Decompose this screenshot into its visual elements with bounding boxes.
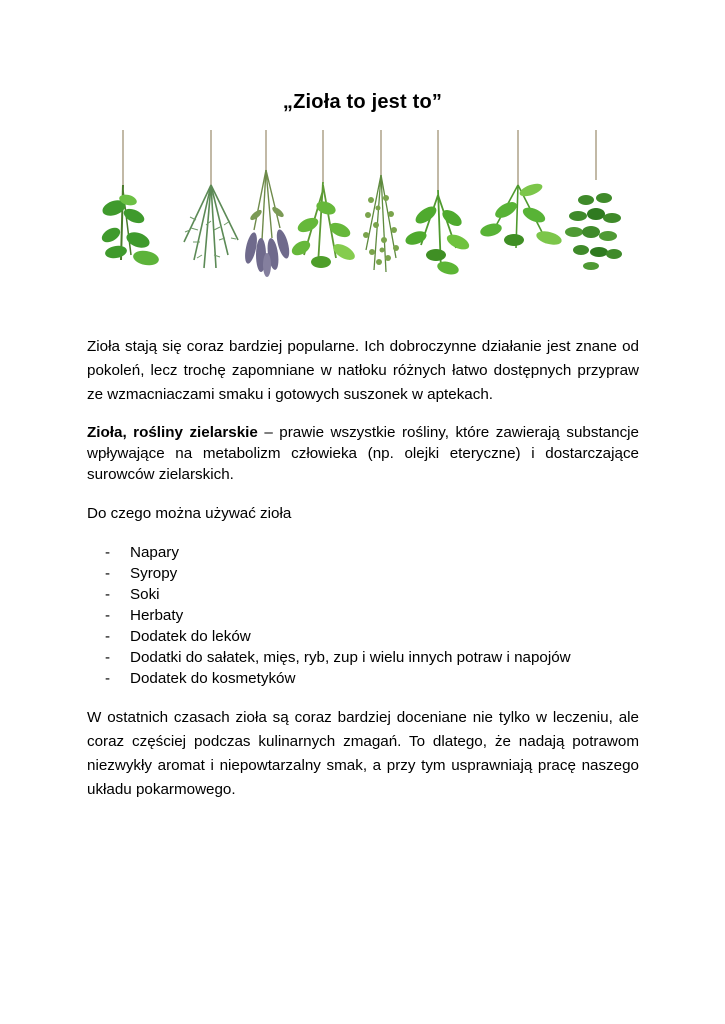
intro-paragraph: Zioła stają się coraz bardziej popularne. Ich dobroczynne działanie jest znane od pokoleń, lecz trochę zapomniane w natłoku różnych łatwo dostępnych przypraw ze wzmacniaczami smaku i gotowych suszonek w aptekach.: [87, 338, 639, 403]
list-item: - Dodatek do leków: [87, 626, 639, 647]
closing-paragraph: W ostatnich czasach zioła są coraz bardziej doceniane nie tylko w leczeniu, ale coraz częściej podczas kulinarnych zmagań. To dlatego, że nadają potrawom niezwykły aromat i niepowtarzalny smak, a przy tym usprawniają pracę naszego układu pokarmowego.: [87, 709, 639, 798]
list-intro: Do czego można używać zioła: [87, 505, 292, 522]
list-item: - Napary: [87, 542, 639, 563]
page-title: „Zioła to jest to”: [282, 91, 443, 113]
herb-bunch-oregano: [565, 130, 622, 270]
document-body: [87, 335, 639, 802]
list-item: - Dodatki do sałatek, mięs, ryb, zup i wielu innych potraw i napojów: [87, 647, 639, 668]
definition-term: Zioła, rośliny zielarskie: [87, 424, 258, 441]
list-item: - Soki: [87, 584, 639, 605]
list-item: - Syropy: [87, 563, 639, 584]
herb-bunch-mint: [99, 130, 160, 267]
list-item: - Herbaty: [87, 605, 639, 626]
herb-bunch-lemon-balm: [289, 130, 357, 268]
herb-bunch-peppermint: [479, 130, 563, 248]
hanging-herbs-image: [86, 130, 642, 285]
herb-bunch-thyme: [363, 130, 399, 272]
herb-bunch-rosemary: [184, 130, 238, 268]
definition-text: – prawie wszystkie rośliny, które zawierają substancje wpływające na metabolizm człowieka (np. olejki eteryczne) i dostarczające surowców zielarskich.: [87, 424, 639, 483]
herb-bunch-basil: [404, 130, 472, 277]
herb-bunch-lavender: [243, 130, 292, 277]
definition-paragraph: [87, 422, 639, 485]
uses-list: [87, 542, 639, 689]
list-item: - Dodatek do kosmetyków: [87, 668, 639, 689]
